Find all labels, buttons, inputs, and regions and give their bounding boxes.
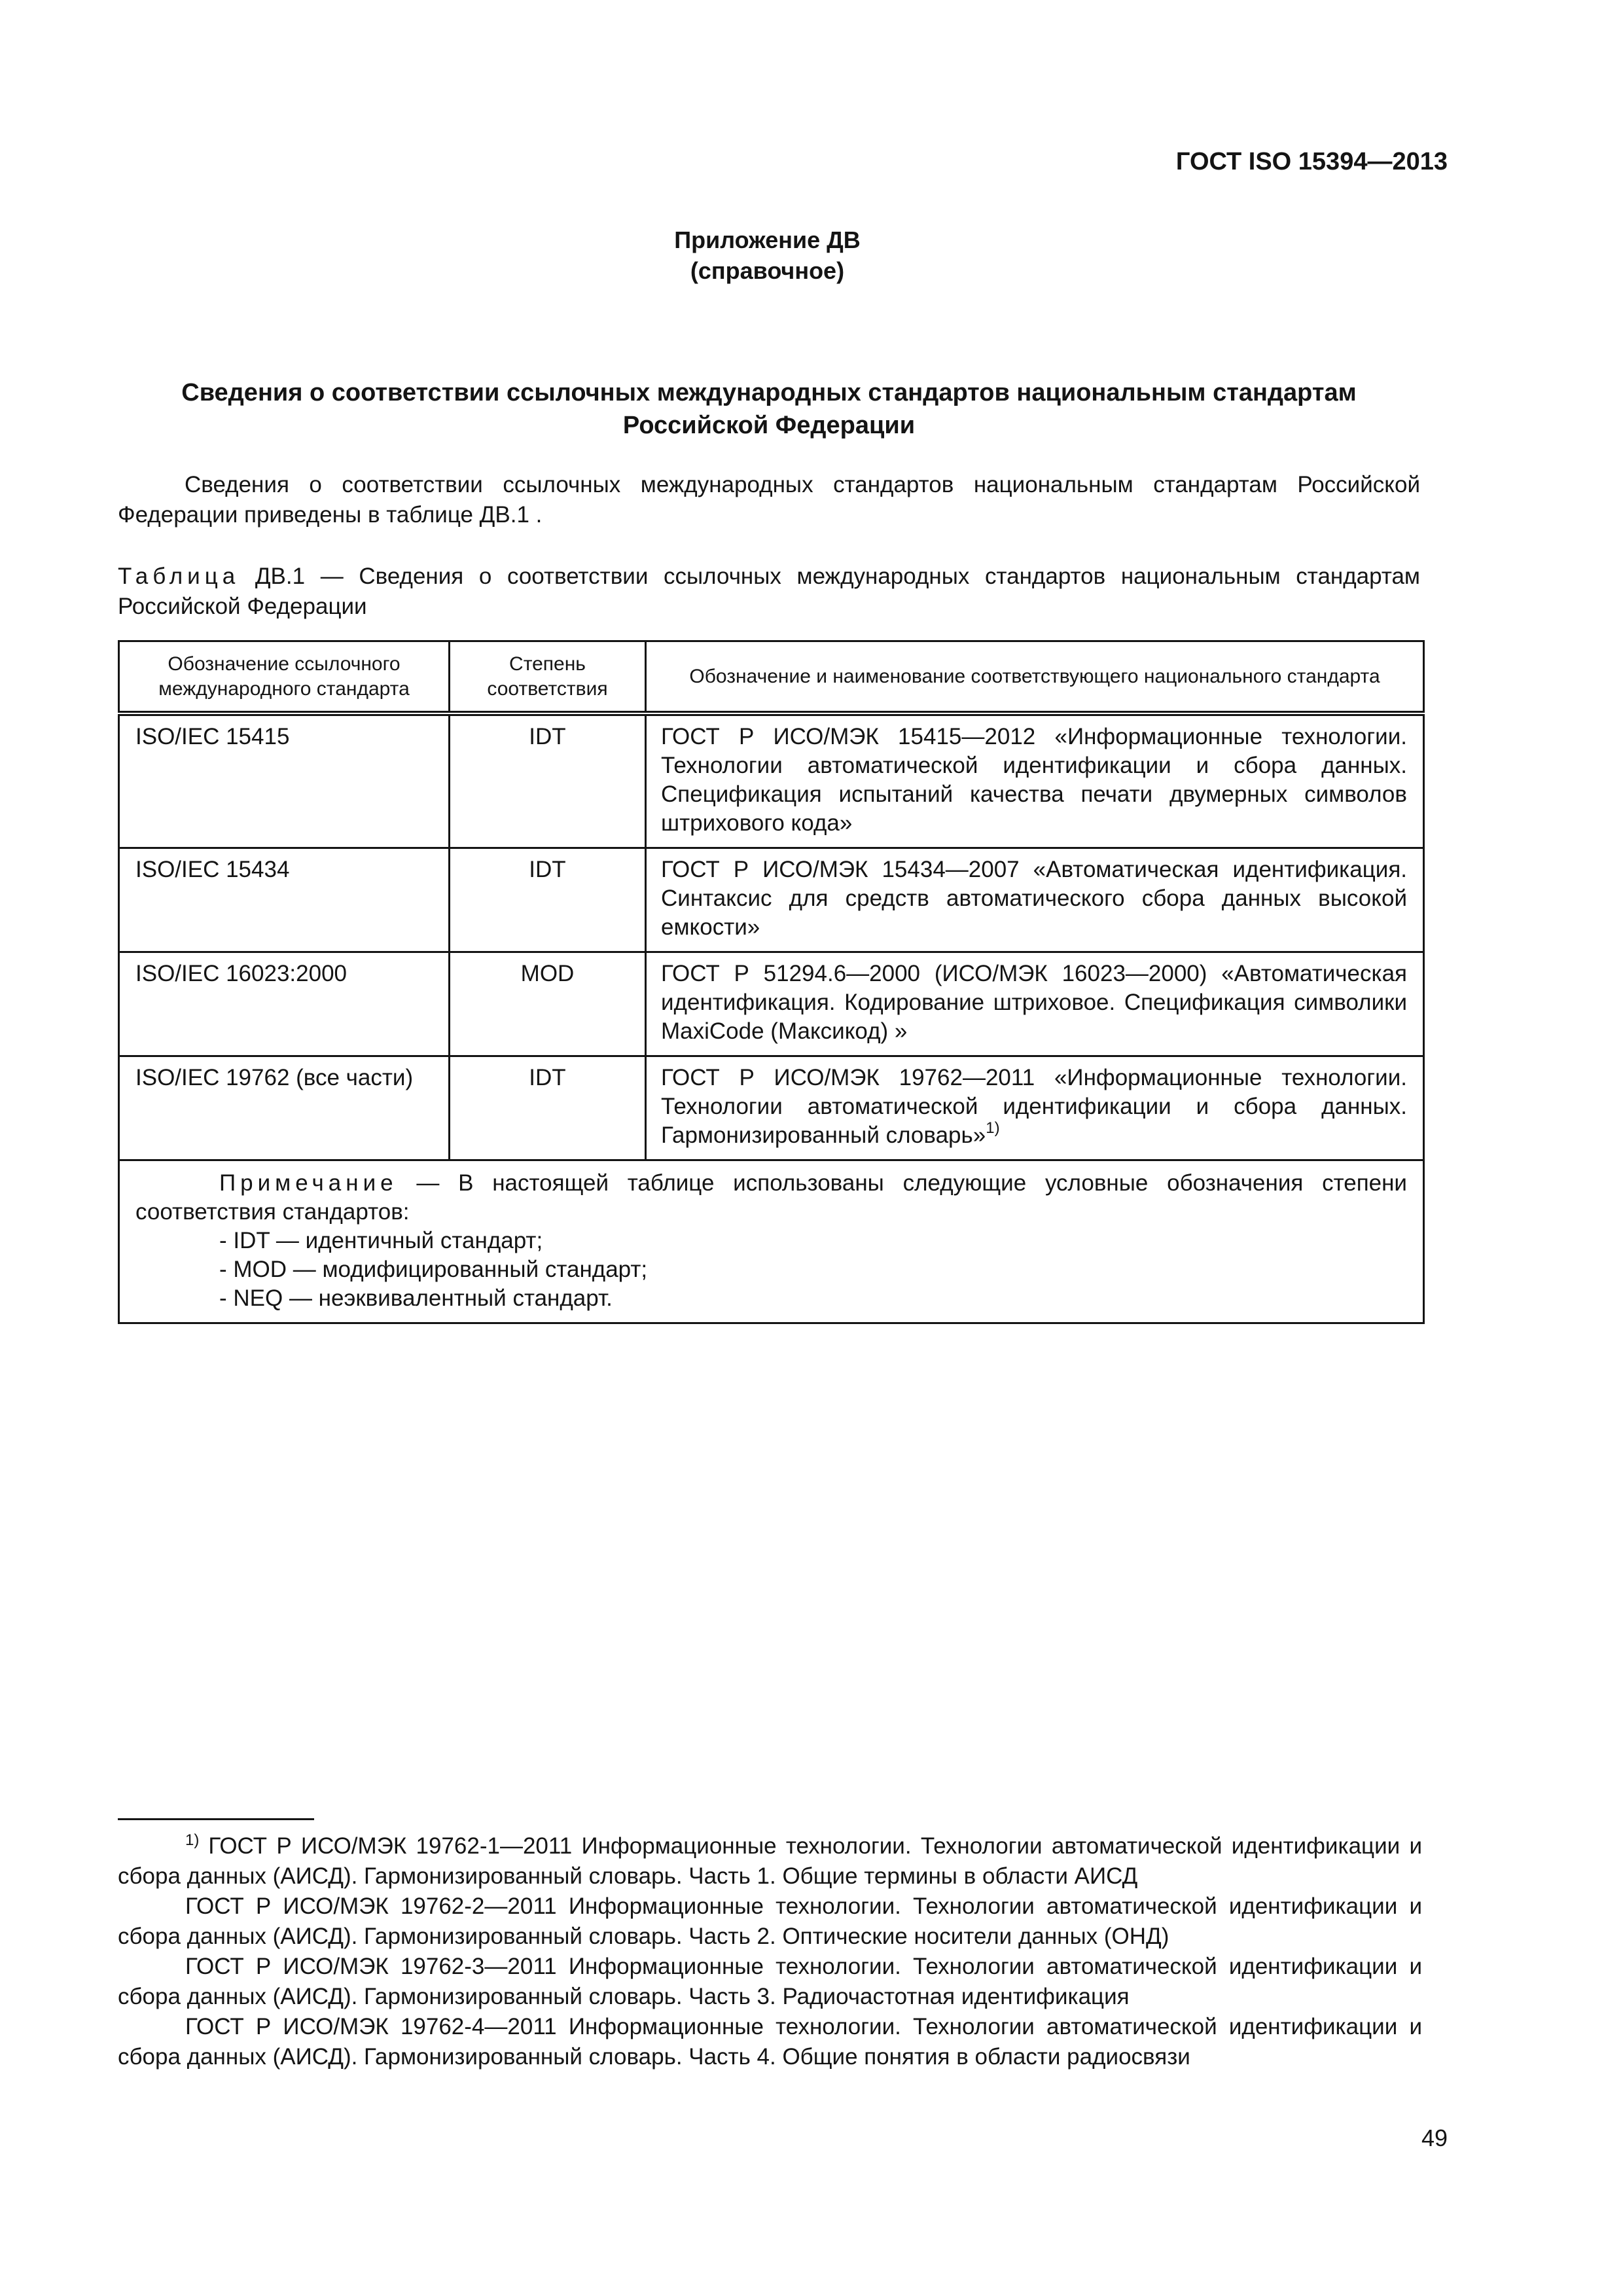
- appendix-subtitle: (справочное): [690, 257, 845, 284]
- cell-degree: IDT: [450, 713, 646, 848]
- header-national-standard: Обозначение и наименование соответствующего национального стандарта: [646, 641, 1424, 714]
- cell-national-standard: ГОСТ Р ИСО/МЭК 15434—2007 «Автоматическая идентификация. Синтаксис для средств автоматического сбора данных высокой емкости»: [646, 848, 1424, 952]
- table-row: [119, 952, 1424, 1056]
- cell-degree: IDT: [450, 1056, 646, 1160]
- header-degree: Степень соответствия: [450, 641, 646, 714]
- footnote-item: ГОСТ Р ИСО/МЭК 19762-3—2011 Информационные технологии. Технологии автоматической идентификации и сбора данных (АИСД). Гармонизированный словарь. Часть 3. Радиочастотная идентификация: [118, 1954, 1422, 2009]
- intro-paragraph: Сведения о соответствии ссылочных международных стандартов национальным стандартам Российской Федерации приведены в таблице ДВ.1 .: [118, 472, 1420, 528]
- cell-ref-standard: ISO/IEC 19762 (все части): [119, 1056, 450, 1160]
- footnote-item: ГОСТ Р ИСО/МЭК 19762-2—2011 Информационные технологии. Технологии автоматической идентификации и сбора данных (АИСД). Гармонизированный словарь. Часть 2. Оптические носители данных (ОНД): [118, 1893, 1422, 1949]
- table-caption-word: Таблица: [118, 564, 240, 589]
- table-header-row: [119, 641, 1424, 714]
- table-caption: [118, 562, 1420, 622]
- table-note: [119, 1160, 1424, 1323]
- footnote-item: ГОСТ Р ИСО/МЭК 19762-4—2011 Информационные технологии. Технологии автоматической идентификации и сбора данных (АИСД). Гармонизированный словарь. Часть 4. Общие понятия в области радиосвязи: [118, 2014, 1422, 2070]
- footnote-mark: 1): [185, 1831, 200, 1849]
- appendix-title: Приложение ДВ: [674, 226, 861, 253]
- note-item: - MOD — модифицированный стандарт;: [219, 1257, 648, 1282]
- note-label: Примечание: [219, 1170, 398, 1196]
- cell-ref-standard: ISO/IEC 16023:2000: [119, 952, 450, 1056]
- note-heading: [135, 1169, 1407, 1227]
- table-note-row: [119, 1160, 1424, 1323]
- note-text: — В настоящей таблице использованы следующие условные обозначения степени соответствия стандартов:: [135, 1170, 1407, 1225]
- cell-ref-standard: ISO/IEC 15434: [119, 848, 450, 952]
- standards-table: [118, 640, 1425, 1324]
- table-caption-text: ДВ.1 — Сведения о соответствии ссылочных международных стандартов национальным стандартам Российской Федерации: [118, 564, 1420, 619]
- cell-national-standard: [646, 1056, 1424, 1160]
- cell-national-standard: ГОСТ Р ИСО/МЭК 15415—2012 «Информационные технологии. Технологии автоматической идентификации и сбора данных. Спецификация испытаний качества печати двумерных символов штрихового кода»: [646, 713, 1424, 848]
- note-item: - IDT — идентичный стандарт;: [219, 1228, 543, 1253]
- footnote-text: ГОСТ Р ИСО/МЭК 19762-1—2011 Информационные технологии. Технологии автоматической идентификации и сбора данных (АИСД). Гармонизированный словарь. Часть 1. Общие термины в области АИСД: [118, 1833, 1422, 1889]
- footnote-reference[interactable]: 1): [986, 1119, 1000, 1137]
- cell-national-standard: ГОСТ Р 51294.6—2000 (ИСО/МЭК 16023—2000) «Автоматическая идентификация. Кодирование штриховое. Спецификация символики MaxiCode (Максикод) »: [646, 952, 1424, 1056]
- table-row: [119, 848, 1424, 952]
- cell-degree: IDT: [450, 848, 646, 952]
- footnote-item: [118, 1831, 1422, 1892]
- cell-ref-standard: ISO/IEC 15415: [119, 713, 450, 848]
- page-number: 49: [1421, 2125, 1448, 2151]
- section-title: Сведения о соответствии ссылочных международных стандартов национальным стандартам Российской Федерации: [181, 379, 1357, 439]
- footnotes: [118, 1831, 1422, 2072]
- header-ref-standard: Обозначение ссылочного международного стандарта: [119, 641, 450, 714]
- note-item: - NEQ — неэквивалентный стандарт.: [219, 1285, 613, 1311]
- table-row: [119, 713, 1424, 848]
- document-code: ГОСТ ISO 15394—2013: [1175, 148, 1448, 175]
- cell-degree: MOD: [450, 952, 646, 1056]
- footnote-divider: [118, 1818, 314, 1820]
- national-standard-text: ГОСТ Р ИСО/МЭК 19762—2011 «Информационные технологии. Технологии автоматической идентификации и сбора данных. Гармонизированный словарь»: [661, 1065, 1407, 1148]
- table-row: [119, 1056, 1424, 1160]
